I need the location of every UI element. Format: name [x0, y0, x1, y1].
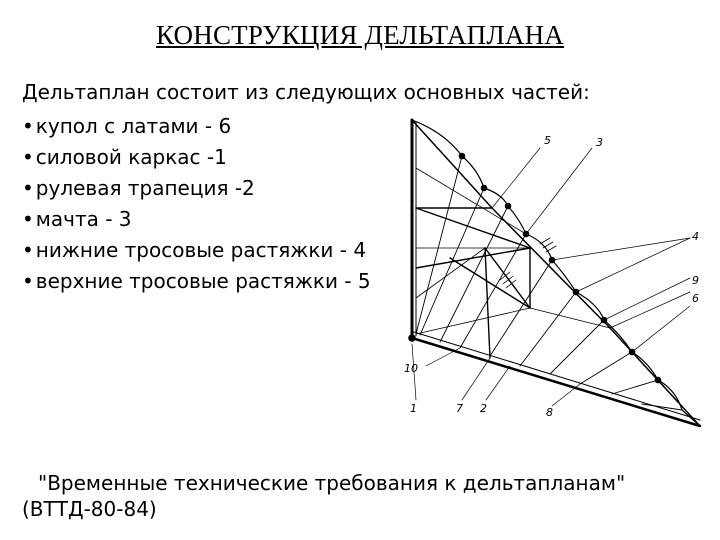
parts-list — [22, 111, 371, 297]
control-bar — [416, 208, 530, 358]
source-code: (ВТТД-80-84) — [22, 497, 157, 521]
source-reference — [22, 470, 625, 522]
list-item: • рулевая трапеция -2 — [22, 173, 371, 204]
list-item: • мачта - 3 — [22, 204, 371, 235]
source-title: "Временные технические требования к дельтапланам" — [38, 471, 626, 495]
label-9: 9 — [692, 274, 699, 287]
label-4: 4 — [692, 230, 699, 243]
label-6: 6 — [692, 292, 699, 305]
label-7: 7 — [456, 402, 463, 415]
list-item: • силовой каркас -1 — [22, 142, 371, 173]
battens — [416, 156, 682, 410]
label-10: 10 — [404, 362, 418, 375]
label-2: 2 — [480, 402, 487, 415]
label-5: 5 — [544, 134, 551, 147]
list-item: • купол с латами - 6 — [22, 111, 371, 142]
label-8: 8 — [546, 406, 553, 419]
intro-text: Дельтаплан состоит из следующих основных частей: — [22, 80, 590, 104]
keel-tube — [412, 120, 416, 338]
label-3: 3 — [596, 136, 603, 149]
list-item: • верхние тросовые растяжки - 5 — [22, 266, 371, 297]
hang-glider-diagram — [380, 108, 712, 440]
list-item: • нижние тросовые растяжки - 4 — [22, 235, 371, 266]
label-1: 1 — [410, 402, 417, 415]
page-title: КОНСТРУКЦИЯ ДЕЛЬТАПЛАНА — [156, 20, 564, 50]
